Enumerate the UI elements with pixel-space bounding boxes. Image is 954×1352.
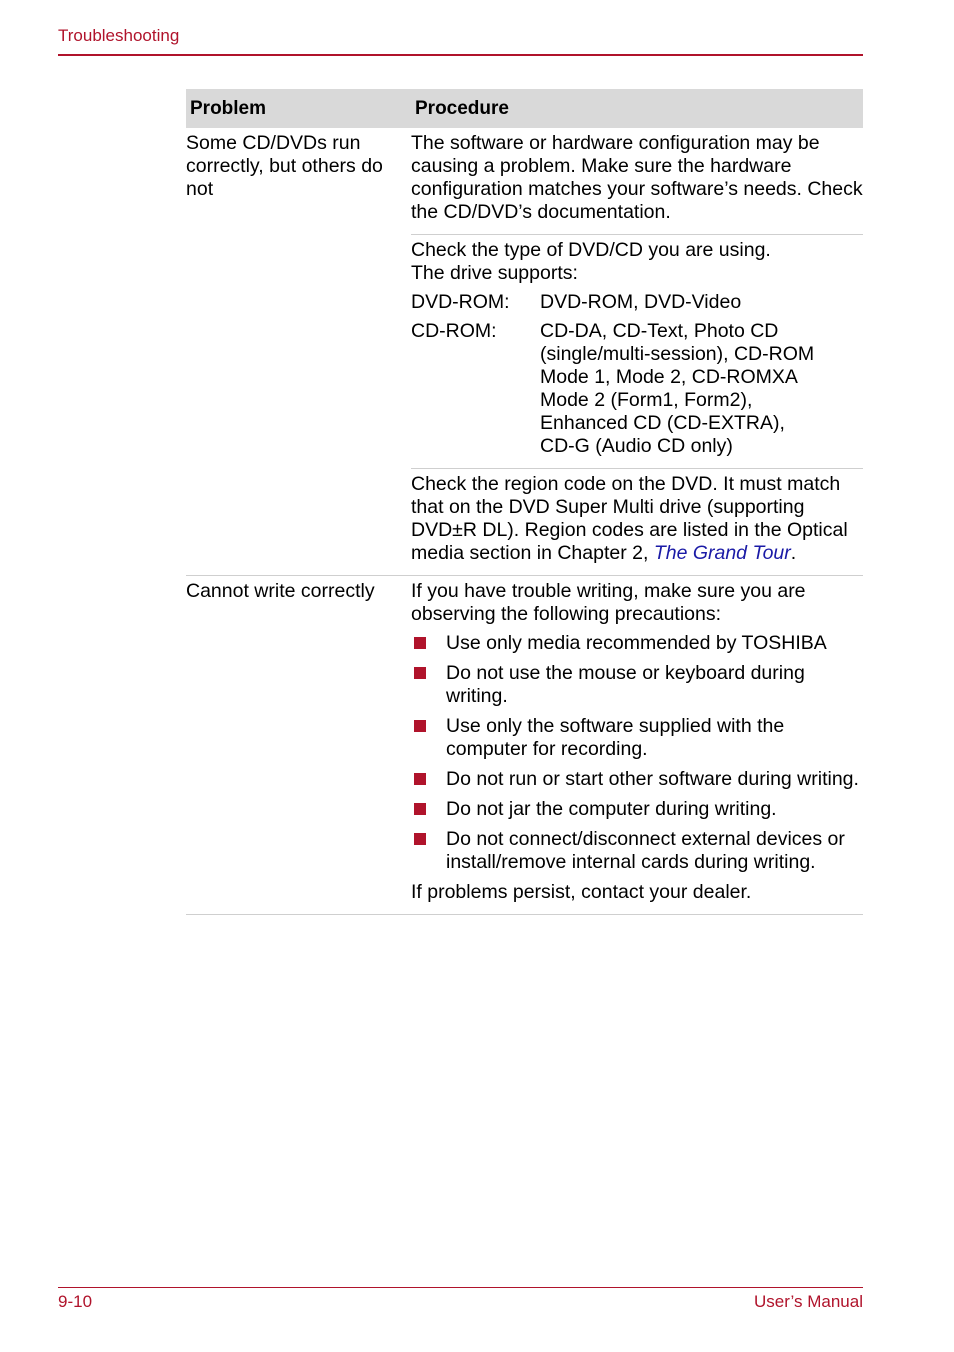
list-item-text: Do not use the mouse or keyboard during writing. bbox=[446, 662, 805, 707]
list-item-text: Do not run or start other software during writing. bbox=[446, 768, 859, 790]
column-header-procedure: Procedure bbox=[415, 98, 509, 119]
manual-title: User’s Manual bbox=[754, 1292, 863, 1311]
list-item bbox=[411, 715, 863, 761]
precaution-list bbox=[411, 632, 863, 874]
procedure-block bbox=[411, 468, 863, 575]
problem-cell: Some CD/DVDs run correctly, but others do not bbox=[186, 132, 383, 200]
procedure-text: The drive supports: bbox=[411, 262, 578, 284]
cd-value-line: CD-G (Audio CD only) bbox=[540, 435, 733, 457]
square-bullet-icon bbox=[414, 773, 426, 785]
list-item-text: Do not jar the computer during writing. bbox=[446, 798, 777, 820]
list-item bbox=[411, 828, 863, 874]
period: . bbox=[790, 542, 797, 564]
running-header: Troubleshooting bbox=[58, 26, 180, 45]
square-bullet-icon bbox=[414, 720, 426, 732]
column-header-problem: Problem bbox=[190, 98, 267, 119]
list-item-text: Use only media recommended by TOSHIBA bbox=[446, 632, 827, 654]
drive-support-cd bbox=[411, 320, 863, 458]
procedure-block bbox=[411, 128, 863, 234]
procedure-intro: If you have trouble writing, make sure you are observing the following precautions: bbox=[411, 580, 806, 625]
region-code-text: Check the region code on the DVD. It must match that on the DVD Super Multi drive (supporting DVD±R DL). Region codes are listed in the Optical media section in Chapter 2, bbox=[411, 473, 848, 564]
dvd-label: DVD-ROM: bbox=[411, 291, 510, 313]
list-item bbox=[411, 798, 863, 821]
table-row bbox=[186, 128, 863, 576]
list-item bbox=[411, 632, 863, 655]
list-item-text: Do not connect/disconnect external devices or install/remove internal cards during writing. bbox=[446, 828, 845, 873]
procedure-text: Check the type of DVD/CD you are using. bbox=[411, 239, 771, 261]
list-item bbox=[411, 768, 863, 791]
cd-value-line: Mode 2 (Form1, Form2), bbox=[540, 389, 753, 411]
drive-support-dvd bbox=[411, 291, 863, 314]
procedure-text bbox=[411, 473, 863, 565]
procedure-text: The software or hardware configuration may be causing a problem. Make sure the hardware configuration matches your software’s needs. Check the CD/DVD’s documentation. bbox=[411, 132, 863, 223]
list-item bbox=[411, 662, 863, 708]
header-rule bbox=[58, 54, 863, 56]
square-bullet-icon bbox=[414, 803, 426, 815]
list-item-text: Use only the software supplied with the computer for recording. bbox=[446, 715, 785, 760]
closing-text: If problems persist, contact your dealer. bbox=[411, 881, 752, 903]
square-bullet-icon bbox=[414, 637, 426, 649]
troubleshooting-table bbox=[186, 89, 863, 915]
table-header bbox=[186, 89, 863, 128]
dvd-value: DVD-ROM, DVD-Video bbox=[540, 291, 742, 313]
procedure-block bbox=[411, 234, 863, 468]
cd-value-line: Mode 1, Mode 2, CD-ROMXA bbox=[540, 366, 798, 388]
page-number: 9-10 bbox=[58, 1292, 93, 1311]
square-bullet-icon bbox=[414, 667, 426, 679]
cd-value-line: (single/multi-session), CD-ROM bbox=[540, 343, 815, 365]
square-bullet-icon bbox=[414, 833, 426, 845]
procedure-block bbox=[411, 576, 863, 914]
cd-value bbox=[540, 320, 863, 458]
cd-value-line: Enhanced CD (CD-EXTRA), bbox=[540, 412, 785, 434]
table-row bbox=[186, 576, 863, 915]
procedure-cell bbox=[411, 576, 863, 914]
cd-label: CD-ROM: bbox=[411, 320, 497, 342]
grand-tour-link[interactable]: The Grand Tour bbox=[653, 542, 791, 564]
problem-cell: Cannot write correctly bbox=[186, 580, 375, 602]
procedure-cell bbox=[411, 128, 863, 575]
footer-rule bbox=[58, 1287, 863, 1288]
cd-value-line: CD-DA, CD-Text, Photo CD bbox=[540, 320, 779, 342]
